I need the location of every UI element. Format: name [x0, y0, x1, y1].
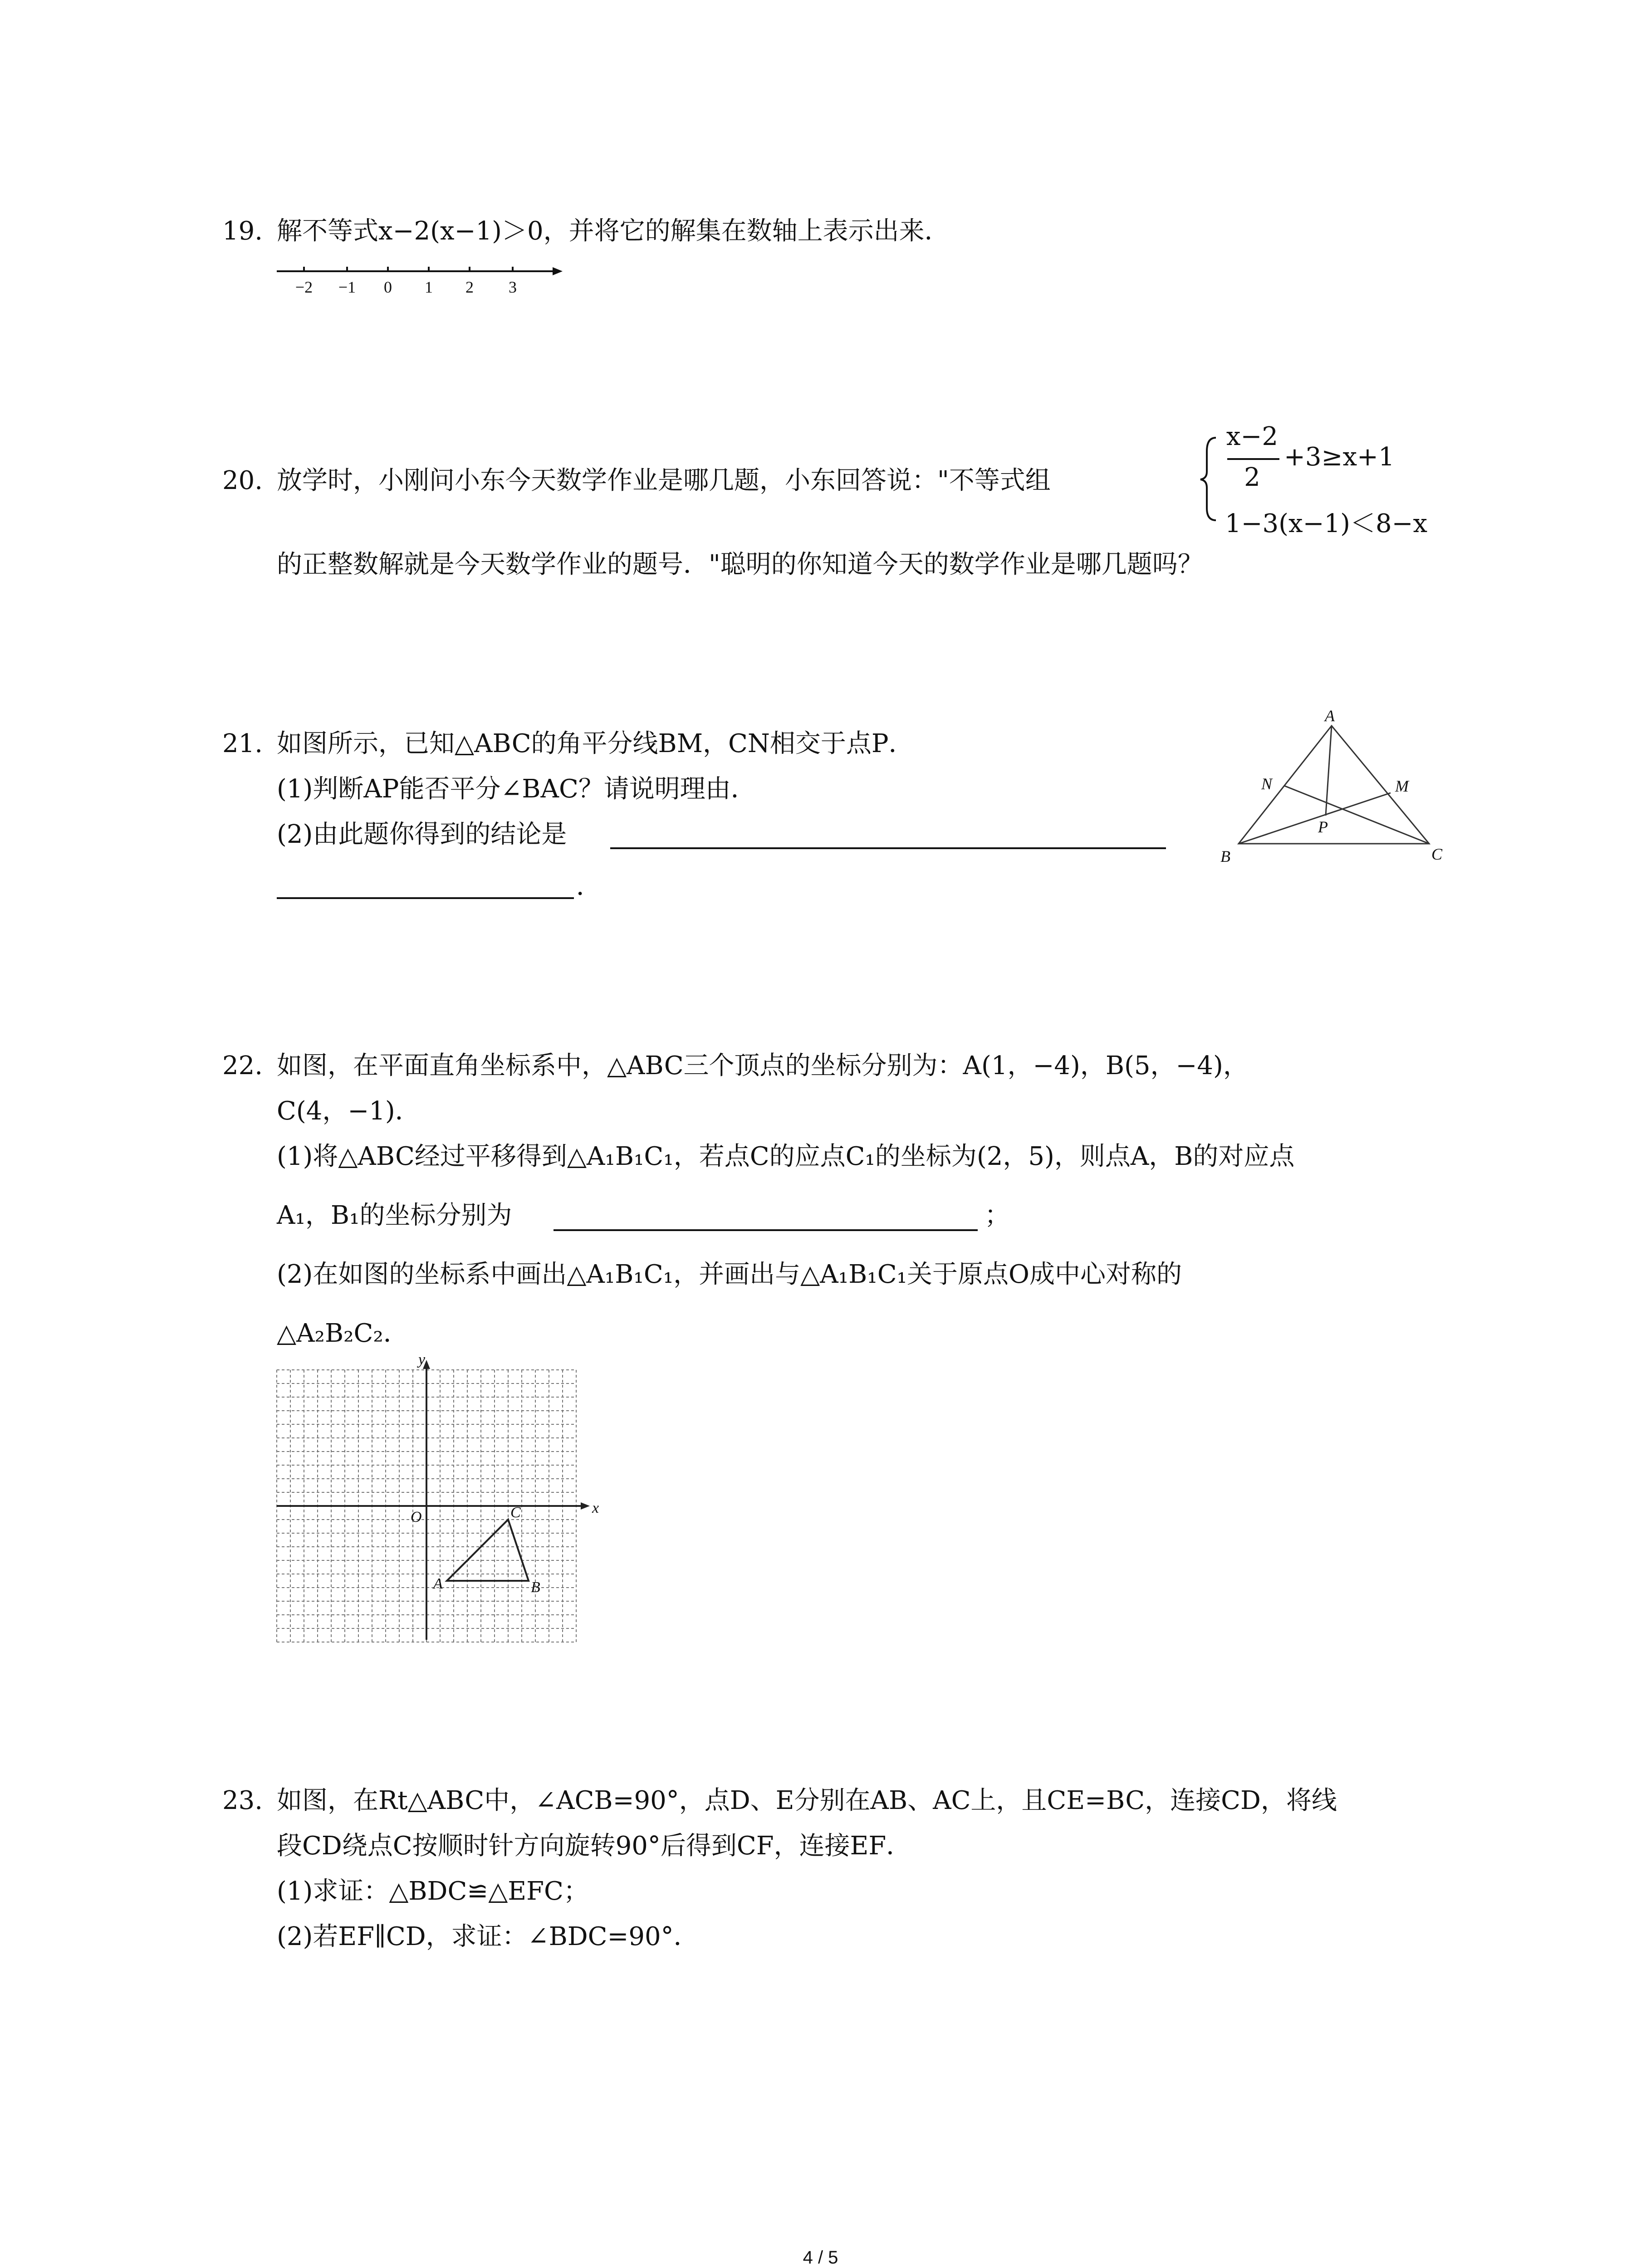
q21-answer-blank-2[interactable] [277, 897, 574, 899]
q23-number: 23. [222, 1786, 263, 1815]
system-brace [1198, 433, 1220, 524]
label-y: y [418, 1356, 426, 1368]
inequality-1-rest: +3≥x+1 [1284, 442, 1395, 472]
q22-part1b: A₁，B₁的坐标分别为 [277, 1201, 512, 1230]
axis-tick: 0 [384, 278, 392, 296]
q22-answer-blank[interactable] [554, 1229, 978, 1231]
frac-bar [1227, 458, 1279, 460]
q20-number: 20. [222, 466, 263, 495]
inequality-2: 1−3(x−1)＜8−x [1225, 509, 1428, 538]
q22-semicolon: ； [985, 1201, 1010, 1230]
q19-text: 解不等式x−2(x−1)＞0，并将它的解集在数轴上表示出来． [277, 216, 950, 246]
axis-tick: −1 [338, 278, 356, 296]
q22-part2b: △A₂B₂C₂． [277, 1319, 409, 1348]
frac-denominator: 2 [1244, 463, 1260, 492]
q22-number: 22. [222, 1051, 263, 1080]
page-number: 4 / 5 [803, 2248, 838, 2268]
label-B: B [531, 1579, 540, 1596]
label-N: N [1261, 775, 1273, 793]
q19-number: 19. [222, 216, 263, 246]
q20-line2: 的正整数解就是今天数学作业的题号．"聪明的你知道今天的数学作业是哪几题吗？ [277, 550, 1203, 579]
q23-text: 如图，在Rt△ABC中，∠ACB=90°，点D、E分别在AB、AC上，且CE=BC，连接CD，将线 [277, 1786, 1337, 1815]
label-B: B [1220, 847, 1230, 865]
q23-text2: 段CD绕点C按顺时针方向旋转90°后得到CF，连接EF． [277, 1831, 912, 1861]
label-A: A [1325, 708, 1335, 725]
q19-number-line [272, 263, 567, 304]
label-C: C [510, 1504, 521, 1521]
frac-numerator: x−2 [1226, 422, 1279, 451]
label-M: M [1395, 777, 1409, 795]
label-O: O [411, 1509, 422, 1525]
label-C: C [1431, 845, 1443, 863]
label-x: x [592, 1500, 599, 1516]
q21-number: 21. [222, 729, 263, 758]
q22-text: 如图，在平面直角坐标系中，△ABC三个顶点的坐标分别为：A(1，−4)，B(5，−4)， [277, 1051, 1249, 1080]
q23-part2: (2)若EF∥CD，求证：∠BDC=90°． [277, 1922, 699, 1951]
q20-text: 放学时，小刚问小东今天数学作业是哪几题，小东回答说："不等式组 [277, 466, 1051, 495]
q21-period: ． [576, 872, 602, 901]
q21-triangle-figure [1216, 708, 1452, 875]
q22-coordinate-grid [272, 1356, 599, 1647]
q22-text2: C(4，−1)． [277, 1096, 421, 1126]
axis-tick: 1 [425, 278, 433, 296]
axis-tick: 2 [465, 278, 474, 296]
q21-answer-blank-1[interactable] [610, 847, 1166, 849]
q22-part1a: (1)将△ABC经过平移得到△A₁B₁C₁，若点C的应点C₁的坐标为(2，5)，则点A，B的对应点 [277, 1142, 1295, 1171]
label-P: P [1318, 818, 1328, 836]
q21-part2: (2)由此题你得到的结论是 [277, 820, 567, 849]
q21-text: 如图所示，已知△ABC的角平分线BM，CN相交于点P． [277, 729, 914, 758]
q22-part2a: (2)在如图的坐标系中画出△A₁B₁C₁，并画出与△A₁B₁C₁关于原点O成中心对称的 [277, 1260, 1182, 1289]
label-A: A [433, 1575, 443, 1592]
axis-tick: 3 [509, 278, 517, 296]
q21-part1: (1)判断AP能否平分∠BAC？请说明理由． [277, 774, 756, 804]
axis-tick: −2 [295, 278, 313, 296]
q23-part1: (1)求证：△BDC≌△EFC； [277, 1877, 589, 1906]
